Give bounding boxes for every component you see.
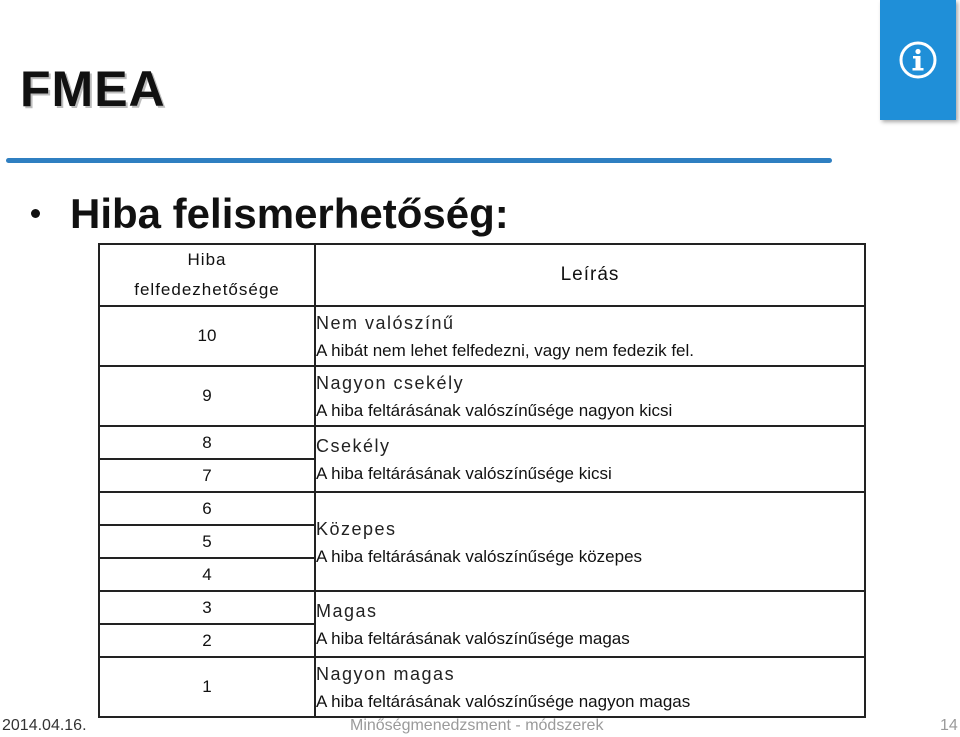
info-icon bbox=[898, 40, 938, 80]
description-cell bbox=[315, 492, 865, 591]
footer-date: 2014.04.16. bbox=[2, 717, 87, 734]
header-detectability bbox=[99, 244, 315, 306]
table-row bbox=[99, 591, 865, 624]
description-cell bbox=[315, 306, 865, 366]
category-label: Nagyon magas bbox=[316, 664, 456, 684]
detectability-table bbox=[98, 243, 866, 718]
bullet-heading: Hiba felismerhetőség: bbox=[70, 190, 509, 237]
title-underline bbox=[6, 158, 832, 163]
description-cell bbox=[315, 591, 865, 657]
level-cell: 8 bbox=[99, 426, 315, 459]
level-cell: 6 bbox=[99, 492, 315, 525]
slide-title: FMEA bbox=[20, 61, 166, 117]
header-description: Leírás bbox=[315, 244, 865, 306]
level-cell: 5 bbox=[99, 525, 315, 558]
level-cell: 3 bbox=[99, 591, 315, 624]
description-text: A hiba feltárásának valószínűsége magas bbox=[316, 629, 630, 648]
footer-course-title: Minőségmenedzsment - módszerek bbox=[350, 717, 604, 734]
category-label: Közepes bbox=[316, 518, 397, 539]
description-cell bbox=[315, 366, 865, 426]
category-label: Nem valószínű bbox=[316, 313, 455, 333]
description-cell bbox=[315, 657, 865, 717]
description-text: A hiba feltárásának valószínűsége közepes bbox=[316, 546, 643, 566]
table-row bbox=[99, 492, 865, 525]
description-text: A hiba feltárásának valószínűsége nagyon kicsi bbox=[316, 401, 673, 420]
table-row bbox=[99, 426, 865, 459]
table-row bbox=[99, 366, 865, 426]
table-row bbox=[99, 306, 865, 366]
table-header-row bbox=[99, 244, 865, 306]
level-cell: 7 bbox=[99, 459, 315, 492]
level-cell: 1 bbox=[99, 657, 315, 717]
category-label: Nagyon csekély bbox=[316, 373, 465, 393]
table-row bbox=[99, 657, 865, 717]
category-label: Csekély bbox=[316, 436, 391, 456]
description-text: A hibát nem lehet felfedezni, vagy nem fedezik fel. bbox=[316, 341, 695, 360]
bullet-marker bbox=[31, 209, 40, 218]
header-detectability-line2: felfedezhetősége bbox=[134, 280, 280, 299]
level-cell: 2 bbox=[99, 624, 315, 657]
category-label: Magas bbox=[316, 601, 378, 621]
info-button[interactable] bbox=[880, 0, 956, 120]
description-text: A hiba feltárásának valószínűsége nagyon magas bbox=[316, 692, 691, 711]
header-detectability-line1: Hiba bbox=[187, 250, 227, 269]
description-cell bbox=[315, 426, 865, 492]
page-number: 14 bbox=[940, 717, 958, 734]
level-cell: 4 bbox=[99, 558, 315, 591]
level-cell: 10 bbox=[99, 306, 315, 366]
description-text: A hiba feltárásának valószínűsége kicsi bbox=[316, 464, 612, 483]
level-cell: 9 bbox=[99, 366, 315, 426]
